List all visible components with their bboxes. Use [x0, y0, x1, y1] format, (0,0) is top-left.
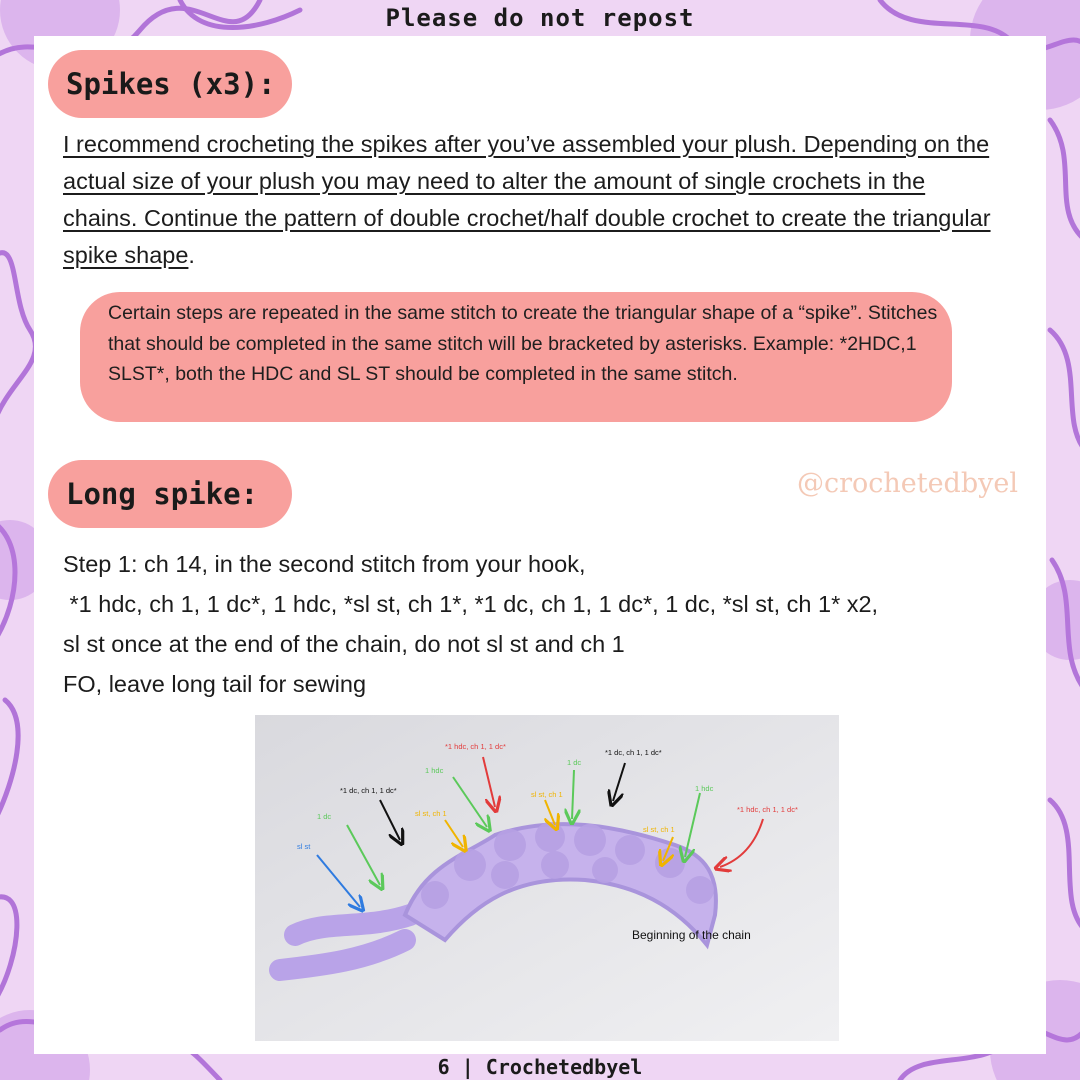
label-hdc-ch-dc-right: *1 hdc, ch 1, 1 dc*: [737, 805, 798, 814]
long-spike-heading: Long spike:: [48, 460, 292, 528]
label-hdc-right: 1 hdc: [695, 784, 714, 793]
spikes-intro: [63, 126, 993, 274]
label-dc-ch-dc-left: *1 dc, ch 1, 1 dc*: [340, 786, 397, 795]
step-line: sl st once at the end of the chain, do not sl st and ch 1: [63, 631, 625, 657]
pattern-page: [34, 36, 1046, 1054]
page-footer: 6 | Crochetedbyel: [437, 1055, 643, 1079]
label-dc-mid: 1 dc: [567, 758, 582, 767]
step-line: Step 1: ch 14, in the second stitch from your hook,: [63, 551, 586, 577]
label-sl-st: sl st: [297, 842, 311, 851]
label-sl-st-ch-mid: sl st, ch 1: [531, 790, 563, 799]
repost-warning: Please do not repost: [385, 4, 695, 32]
spikes-intro-period: .: [188, 242, 195, 268]
asterisk-note: Certain steps are repeated in the same stitch to create the triangular shape of a “spike”. Stitches that should be completed in the same stitch will be bracketed by asterisks. Example: *2HDC,1 SLST*, both the HDC and SL ST should be completed in the same stitch.: [80, 292, 952, 422]
label-dc-left: 1 dc: [317, 812, 332, 821]
long-spike-photo: [255, 715, 839, 1041]
spikes-intro-text: I recommend crocheting the spikes after you’ve assembled your plush. Depending on the actual size of your plush you may need to alter the amount of single crochets in the chains. Continue the pattern of double crochet/half double crochet to create the triangular spike shape: [63, 131, 991, 268]
label-hdc-left: 1 hdc: [425, 766, 444, 775]
step-line: FO, leave long tail for sewing: [63, 671, 367, 697]
spikes-heading: Spikes (x3):: [48, 50, 292, 118]
label-dc-ch-dc-right: *1 dc, ch 1, 1 dc*: [605, 748, 662, 757]
long-spike-steps: [63, 544, 1023, 704]
label-sl-st-ch-right: sl st, ch 1: [643, 825, 675, 834]
label-hdc-ch-dc-top: *1 hdc, ch 1, 1 dc*: [445, 742, 506, 751]
label-beginning-of-chain: Beginning of the chain: [632, 928, 751, 942]
watermark-handle: @crochetedbyel: [796, 468, 1018, 499]
step-line: *1 hdc, ch 1, 1 dc*, 1 hdc, *sl st, ch 1*, *1 dc, ch 1, 1 dc*, 1 dc, *sl st, ch 1* x2,: [63, 591, 879, 617]
label-sl-st-ch-left: sl st, ch 1: [415, 809, 447, 818]
